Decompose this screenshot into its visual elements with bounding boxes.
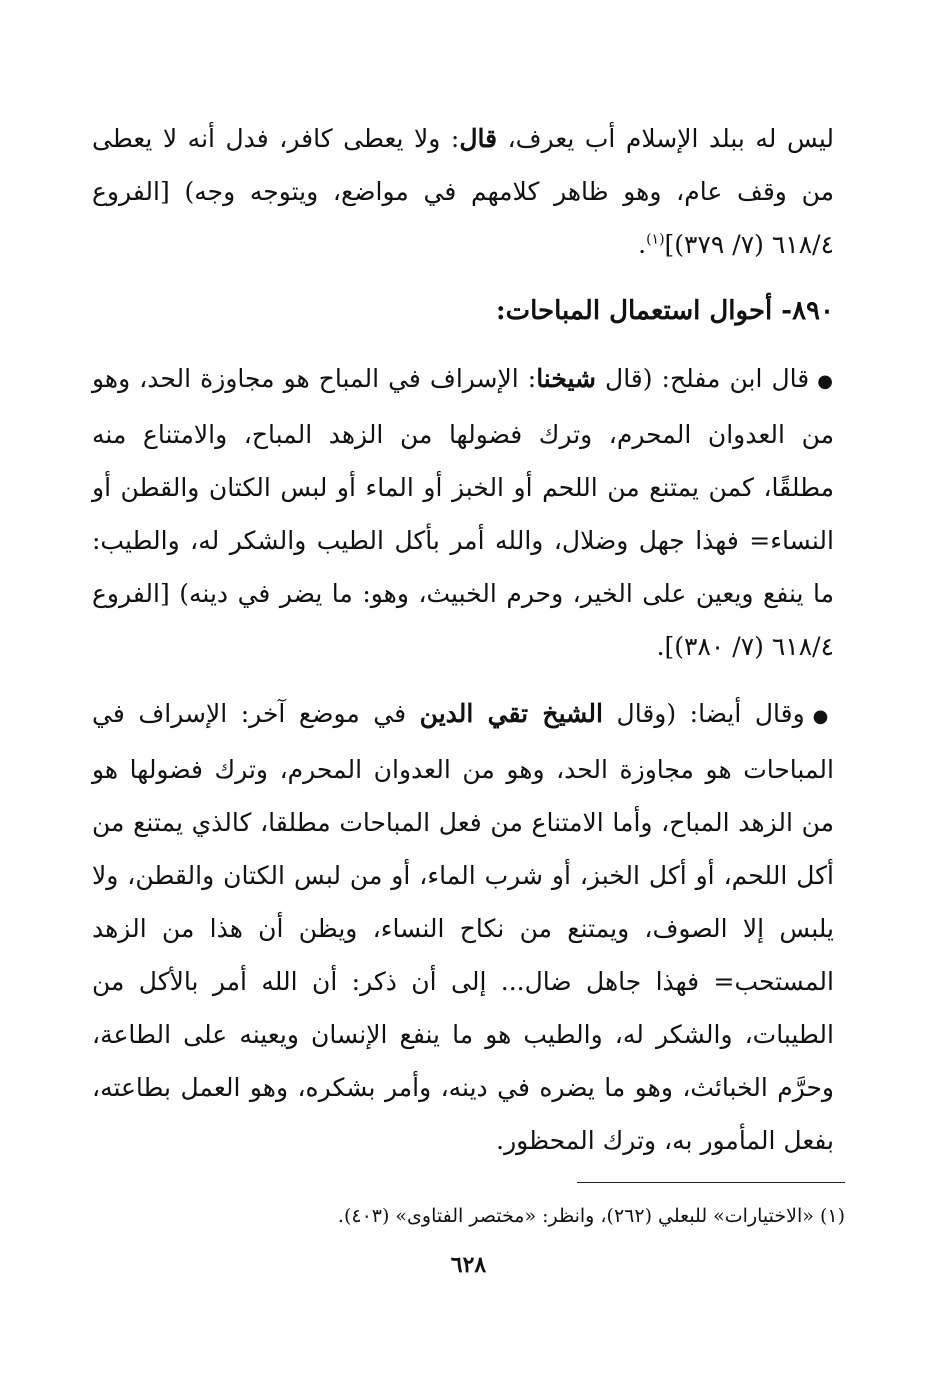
paragraph-taqi-al-din	[92, 687, 834, 1167]
paragraph-ibn-muflih	[92, 352, 834, 673]
page-body	[92, 112, 834, 1167]
para1-bold: شيخنا	[536, 364, 596, 393]
para2-text-b: في موضع آخر: الإسراف في المباحات هو مجاوزة الحد، وهو من العدوان المحرم، وترك فضولها هو من الزهد المباح، وأما الامتناع من فعل المباحات مطلقا، كالذي يمتنع من أكل اللحم، أو أكل الخبز، أو شرب الماء، أو من لبس الكتان والقطن، ولا يلبس إلا الصوف، ويمتنع من نكاح النساء، ويظن أن هذا من الزهد المستحب= فهذا جاهل ضال... إلى أن ذكر: أن الله أمر بالأكل من الطيبات، والشكر له، والطيب هو ما ينفع الإنسان ويعينه على الطاعة، وحرَّم الخبائث، وهو ما يضره في دينه، وأمر بشكره، وهو العمل بطاعته، بفعل المأمور به، وترك المحظور.	[92, 699, 834, 1155]
footnote-reference[interactable]: (١)	[646, 231, 665, 248]
para1-text-b: : الإسراف في المباح هو مجاوزة الحد، وهو من العدوان المحرم، وترك فضولها من الزهد المباح، والامتناع منه مطلقًا، كمن يمتنع من اللحم أو الخبز أو الماء أو لبس الكتان والقطن أو النساء= فهذا جهل وضلال، والله أمر بأكل الطيب والشكر له، والطيب: ما ينفع ويعين على الخير، وحرم الخبيث، وهو: ما يضر في دينه) [الفروع ٦١٨/٤ (٧/ ٣٨٠)].	[92, 364, 835, 661]
intro-end: .	[638, 230, 647, 259]
footnote-text: «الاختيارات» للبعلي (٢٦٢)، وانظر: «مختصر الفتاوى» (٤٠٣).	[337, 1205, 814, 1227]
intro-speaker: قال	[459, 124, 498, 153]
para1-text-a: قال ابن مفلح: (قال	[595, 364, 810, 393]
bullet-icon: ●	[817, 371, 834, 392]
footnote-divider	[577, 1182, 845, 1183]
intro-paragraph	[92, 112, 834, 271]
intro-text-b: : ولا يعطى كافر، فدل أنه لا يعطى من وقف عام، وهو ظاهر كلامهم في مواضع، ويتوجه وجه) [الفروع ٦١٨/٤ (٧/ ٣٧٩)]	[92, 124, 834, 259]
intro-text-a: ليس له ببلد الإسلام أب يعرف،	[497, 124, 834, 153]
section-heading: ٨٩٠- أحوال استعمال المباحات:	[496, 296, 834, 326]
footnote-number: (١)	[819, 1205, 845, 1227]
footnote	[103, 1198, 845, 1234]
page-number: ٦٢٨	[450, 1252, 487, 1278]
para2-bold: الشيخ تقي الدين	[419, 699, 603, 728]
bullet-icon: ●	[812, 706, 834, 727]
para2-text-a: وقال أيضا: (وقال	[602, 699, 805, 728]
